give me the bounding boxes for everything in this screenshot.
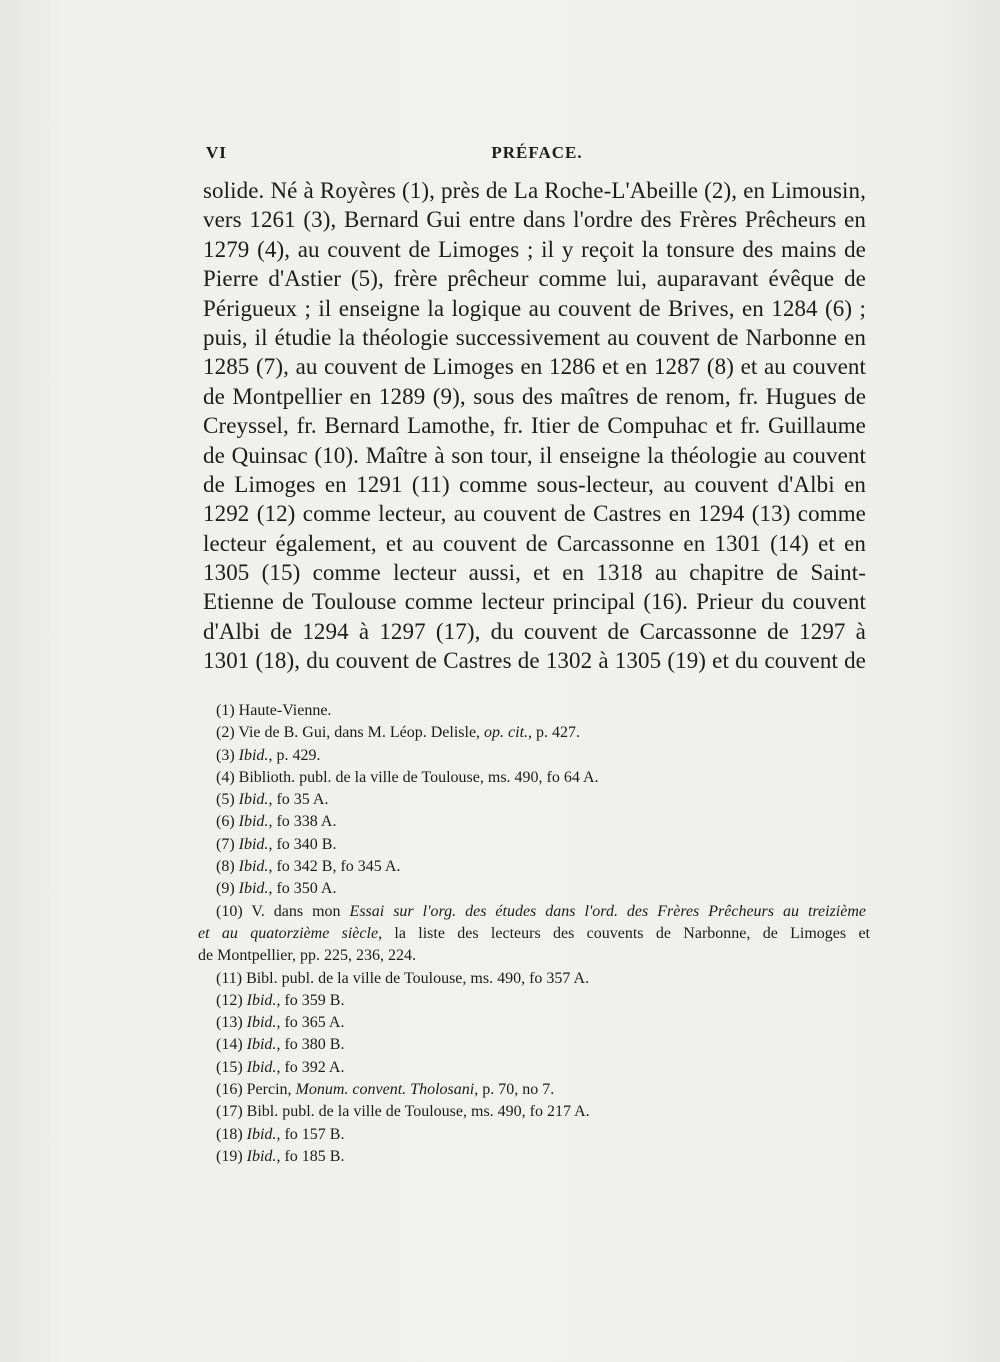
footnote-number: (18) [216, 1125, 243, 1143]
page-number: VI [206, 143, 227, 162]
footnote-number: (7) [216, 835, 235, 853]
footnote-text: Percin, [246, 1081, 292, 1099]
footnote-text: , la liste des lecteurs des couvents de Narbonne, de Limoges et [378, 924, 870, 942]
footnote [216, 767, 866, 789]
footnote-number: (2) [216, 724, 235, 742]
footnote-number: (6) [216, 813, 235, 831]
footnote-number: (10) [216, 902, 243, 920]
footnote-text: Vie de B. Gui, dans M. Léop. Delisle, [238, 724, 481, 742]
footnote [216, 811, 866, 833]
footnote-italic: Ibid. [238, 858, 269, 876]
footnote-text: Biblioth. publ. de la ville de Toulouse, ms. 490, fo 64 A. [238, 768, 599, 786]
body-line: Périgueux ; il enseigne la logique au couvent de Brives, en 1284 (6) ; [203, 295, 866, 321]
footnote-number: (14) [216, 1036, 243, 1054]
footnote-continuation [198, 923, 870, 945]
body-line: vers 1261 (3), Bernard Gui entre dans l'ordre des Frères Prêcheurs en [203, 207, 866, 233]
body-line: 1301 (18), du couvent de Castres de 1302 à 1305 (19) et du couvent de [203, 648, 866, 674]
footnote-text: , p. 429. [268, 746, 321, 764]
footnote-italic: Ibid. [246, 1014, 277, 1032]
footnote-number: (19) [216, 1147, 243, 1165]
body-line: Pierre d'Astier (5), frère prêcheur comme lui, auparavant évêque de [203, 266, 866, 292]
footnote-italic: Ibid. [246, 1147, 277, 1165]
footnote [216, 856, 866, 878]
footnote-number: (16) [216, 1081, 243, 1099]
footnote-text: , fo 340 B. [268, 835, 337, 853]
footnote-italic: Monum. convent. Tholosani [295, 1081, 475, 1099]
footnote-text: , fo 157 B. [276, 1125, 345, 1143]
footnote-text: , fo 392 A. [276, 1058, 345, 1076]
footnotes [198, 700, 870, 1168]
body-line: lecteur également, et au couvent de Carcassonne en 1301 (14) et en [203, 530, 866, 556]
footnote-text: de Montpellier, pp. 225, 236, 224. [198, 947, 416, 965]
footnote-text: , fo 350 A. [268, 880, 337, 898]
footnote-text: , fo 342 B, fo 345 A. [268, 858, 401, 876]
page-header [206, 143, 868, 171]
body-line: 1285 (7), au couvent de Limoges en 1286 et en 1287 (8) et au couvent [203, 354, 866, 380]
body-line: solide. Né à Royères (1), près de La Roche-L'Abeille (2), en Limousin, [203, 178, 866, 203]
body-line: Creyssel, fr. Bernard Lamothe, fr. Itier de Compuhac et fr. Guillaume [203, 413, 866, 439]
footnote-number: (5) [216, 791, 235, 809]
footnote-text: , fo 365 A. [276, 1014, 345, 1032]
running-title: PRÉFACE. [491, 143, 583, 162]
footnote-italic: Ibid. [238, 835, 269, 853]
footnote-text: Bibl. publ. de la ville de Toulouse, ms. 490, fo 217 A. [246, 1103, 590, 1121]
footnote-italic: Ibid. [246, 991, 277, 1009]
footnote-number: (4) [216, 768, 235, 786]
footnote-text: V. dans mon [251, 902, 341, 920]
footnote [216, 968, 866, 990]
footnote [216, 1034, 866, 1056]
footnote-number: (3) [216, 746, 235, 764]
body-line: puis, il étudie la théologie successivement au couvent de Narbonne en [203, 324, 866, 350]
footnote-text: , fo 359 B. [276, 991, 345, 1009]
footnote-text: , fo 380 B. [276, 1036, 345, 1054]
body-line: de Limoges en 1291 (11) comme sous-lecteur, au couvent d'Albi en [203, 471, 866, 497]
body-line: 1279 (4), au couvent de Limoges ; il y reçoit la tonsure des mains de [203, 236, 866, 262]
footnote [216, 990, 866, 1012]
footnote [216, 1146, 866, 1168]
body-line: de Montpellier en 1289 (9), sous des maîtres de renom, fr. Hugues de [203, 383, 866, 409]
footnote-italic: Ibid. [238, 746, 269, 764]
footnote-text: , fo 35 A. [268, 791, 329, 809]
footnote [216, 789, 866, 811]
footnote-text: , p. 427. [528, 724, 581, 742]
footnote-text: Haute-Vienne. [238, 702, 332, 719]
footnote-number: (12) [216, 991, 243, 1009]
footnote-italic: Ibid. [238, 880, 269, 898]
footnote-number: (11) [216, 969, 243, 987]
footnote-number: (15) [216, 1058, 243, 1076]
footnote-text: , fo 338 A. [268, 813, 337, 831]
footnote-italic: Ibid. [246, 1058, 277, 1076]
body-line: Etienne de Toulouse comme lecteur principal (16). Prieur du couvent [203, 589, 866, 615]
footnote [216, 1124, 866, 1146]
footnote-text: Bibl. publ. de la ville de Toulouse, ms. 490, fo 357 A. [246, 969, 590, 987]
footnote-number: (13) [216, 1014, 243, 1032]
footnote [216, 1101, 866, 1123]
footnote [216, 1079, 866, 1101]
footnote [216, 722, 866, 744]
body-line: 1305 (15) comme lecteur aussi, et en 1318 au chapitre de Saint- [203, 560, 866, 586]
body-line: 1292 (12) comme lecteur, au couvent de Castres en 1294 (13) comme [203, 501, 866, 527]
footnote [216, 1012, 866, 1034]
footnote-italic: et au quatorzième siècle [198, 924, 379, 942]
footnote-number: (9) [216, 880, 235, 898]
footnote-italic: Ibid. [238, 813, 269, 831]
footnote [216, 901, 866, 923]
footnote [216, 1057, 866, 1079]
footnote [216, 834, 866, 856]
footnote-italic: Ibid. [246, 1125, 277, 1143]
footnote-number: (8) [216, 858, 235, 876]
footnote-italic: Essai sur l'org. des études dans l'ord. des Frères Prêcheurs au treizième [349, 902, 867, 920]
footnote-italic: Ibid. [238, 791, 269, 809]
footnote [216, 745, 866, 767]
footnote [216, 878, 866, 900]
footnote-continuation [198, 945, 866, 967]
footnote [216, 700, 866, 722]
footnote-italic: op. cit. [484, 724, 529, 742]
footnote-number: (17) [216, 1103, 243, 1121]
footnote-italic: Ibid. [246, 1036, 277, 1054]
body-text [203, 176, 866, 676]
body-line: de Quinsac (10). Maître à son tour, il enseigne la théologie au couvent [203, 442, 866, 468]
footnote-number: (1) [216, 702, 235, 719]
body-line: d'Albi de 1294 à 1297 (17), du couvent de Carcassonne de 1297 à [203, 618, 866, 644]
footnote-text: , fo 185 B. [276, 1147, 345, 1165]
footnote-text: , p. 70, no 7. [474, 1081, 555, 1099]
